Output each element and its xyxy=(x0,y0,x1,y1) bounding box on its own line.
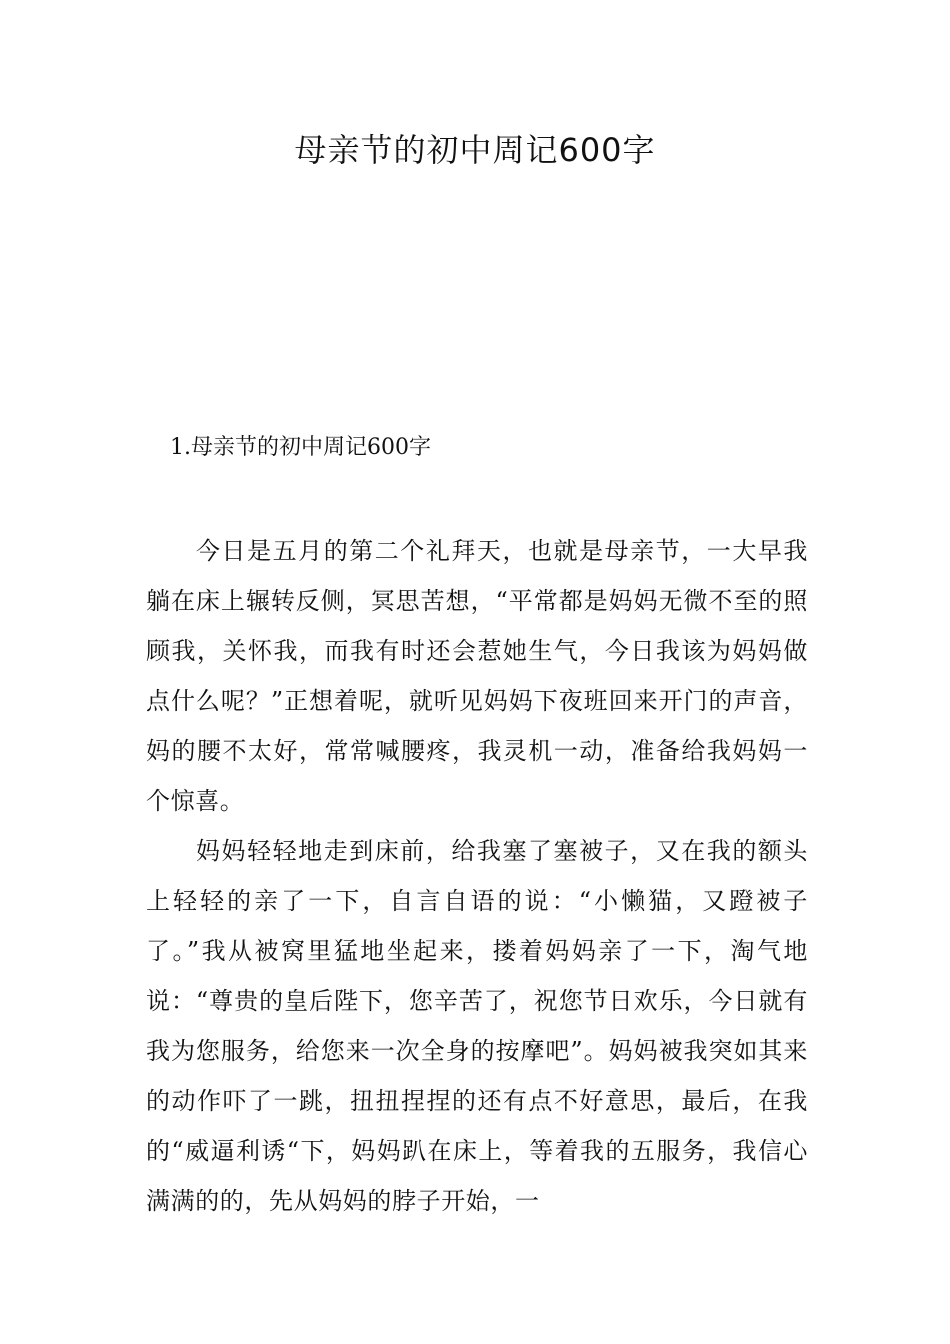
section-heading: 1.母亲节的初中周记600字 xyxy=(170,435,431,460)
document-body xyxy=(146,526,808,1226)
paragraph: 今日是五月的第二个礼拜天，也就是母亲节，一大早我躺在床上辗转反侧，冥思苦想，“平常都是妈妈无微不至的照顾我，关怀我，而我有时还会惹她生气，今日我该为妈妈做点什么呢？”正想着呢，就听见妈妈下夜班回来开门的声音，妈的腰不太好，常常喊腰疼，我灵机一动，准备给我妈妈一个惊喜。 xyxy=(146,537,808,815)
paragraph: 妈妈轻轻地走到床前，给我塞了塞被子，又在我的额头上轻轻的亲了一下，自言自语的说：“小懒猫，又蹬被子了。”我从被窝里猛地坐起来，搂着妈妈亲了一下，淘气地说：“尊贵的皇后陛下，您辛苦了，祝您节日欢乐，今日就有我为您服务，给您来一次全身的按摩吧”。妈妈被我突如其来的动作吓了一跳，扭扭捏捏的还有点不好意思，最后，在我的“威逼利诱“下，妈妈趴在床上，等着我的五服务，我信心满满的的，先从妈妈的脖子开始，一 xyxy=(146,837,808,1215)
document-title: 母亲节的初中周记600字 xyxy=(294,131,656,169)
